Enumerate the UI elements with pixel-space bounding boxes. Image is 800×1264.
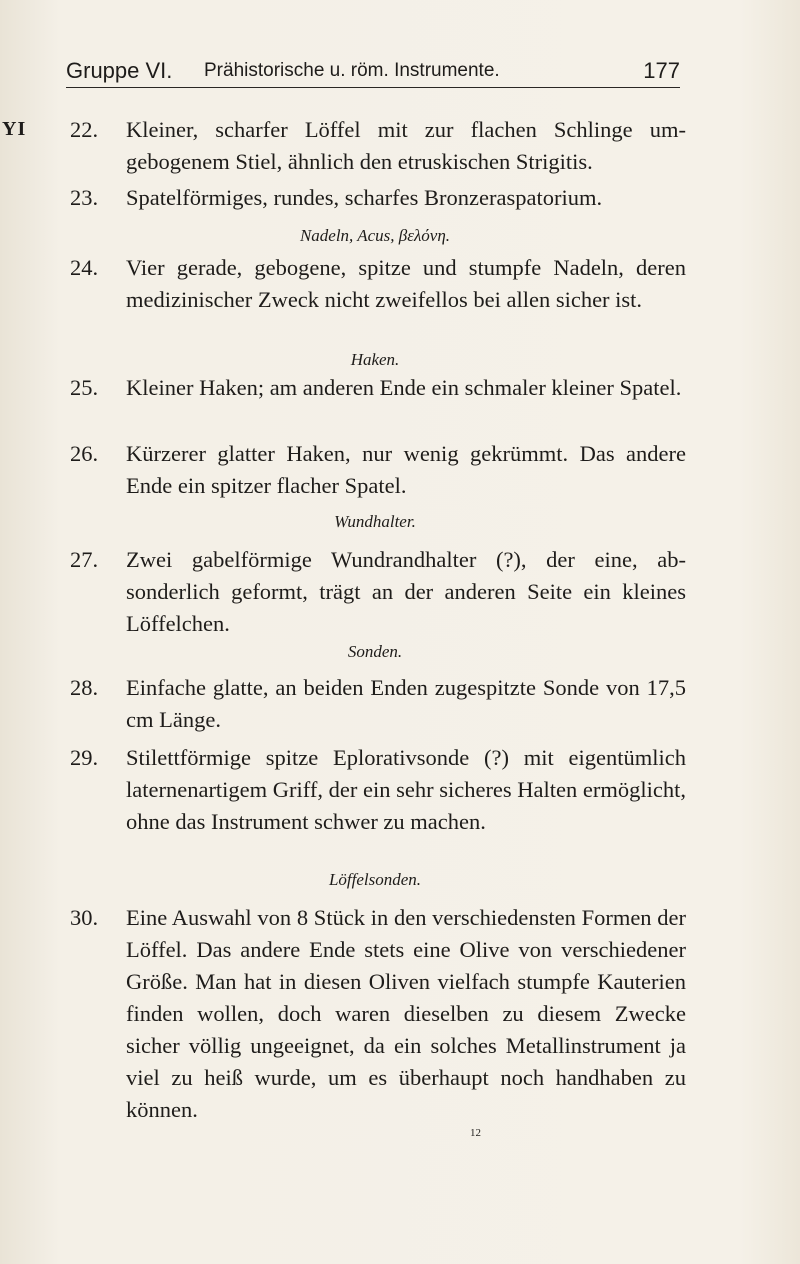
entry-text: Einfache glatte, an beiden Enden zugespitzte Sonde von 17,5 cm Länge. xyxy=(126,675,686,732)
section-heading-nadeln: Nadeln, Acus, βελόνη. xyxy=(299,226,451,245)
entry-number: 22. xyxy=(70,117,99,142)
entry-number: 28. xyxy=(70,675,99,700)
entry-number: 30. xyxy=(70,905,99,930)
running-header xyxy=(66,58,680,88)
entry-number: 23. xyxy=(70,185,99,210)
header-subtitle: Prähistorische u. röm. Instrumente. xyxy=(204,60,500,81)
section-heading-haken: Haken. xyxy=(350,350,400,369)
entry-number: 24. xyxy=(70,255,99,280)
entry-text: Eine Auswahl von 8 Stück in den verschiedensten Formen der Löffel. Das andere Ende stets eine Olive von verschiedener Größe. Man hat in diesen Oliven vielfach stumpfe Kauterien finden wollen, doch waren dieselben zu diesem Zwecke sicher völlig ungeeignet, da ein solches Metallinstrument ja viel zu heiß wurde, um es überhaupt noch handhaben zu können. xyxy=(126,905,686,1122)
header-rule xyxy=(66,87,680,88)
printer-signature: 12 xyxy=(470,1127,481,1139)
section-heading-loeffelsonden: Löffelsonden. xyxy=(328,870,422,889)
entry-text: Kleiner, scharfer Löffel mit zur flachen Schlinge umgebogenem Stiel, ähnlich den etruskischen Strigitis. xyxy=(126,117,686,174)
section-heading-sonden: Sonden. xyxy=(347,642,403,661)
page-number: 177 xyxy=(643,58,680,83)
entry-number: 27. xyxy=(70,547,99,572)
entry-text: Spatelförmiges, rundes, scharfes Bronzeraspatorium. xyxy=(126,185,603,210)
entry-number: 26. xyxy=(70,441,99,466)
entry-number: 25. xyxy=(70,375,99,400)
entry-text: Kleiner Haken; am anderen Ende ein schmaler kleiner Spatel. xyxy=(126,375,682,400)
header-group: Gruppe VI. xyxy=(66,58,173,83)
entry-number: 29. xyxy=(70,745,99,770)
entry-text: Stilettförmige spitze Eplorativsonde (?) mit eigentümlich laternenartigem Griff, der ein sehr sicheres Halten ermöglicht, ohne das Instrument schwer zu machen. xyxy=(126,745,686,834)
entry-text: Kürzerer glatter Haken, nur wenig gekrümmt. Das andere Ende ein spitzer flacher Spatel. xyxy=(126,441,686,498)
entry-text: Zwei gabelförmige Wundrandhalter (?), der eine, absonderlich geformt, trägt an der anderen Seite ein kleines Löffelchen. xyxy=(126,547,686,636)
entry-text: Vier gerade, gebogene, spitze und stumpfe Nadeln, deren medizinischer Zweck nicht zweifellos bei allen sicher ist. xyxy=(126,255,686,312)
section-heading-wundhalter: Wundhalter. xyxy=(334,512,416,531)
margin-mark: YI xyxy=(2,118,27,140)
